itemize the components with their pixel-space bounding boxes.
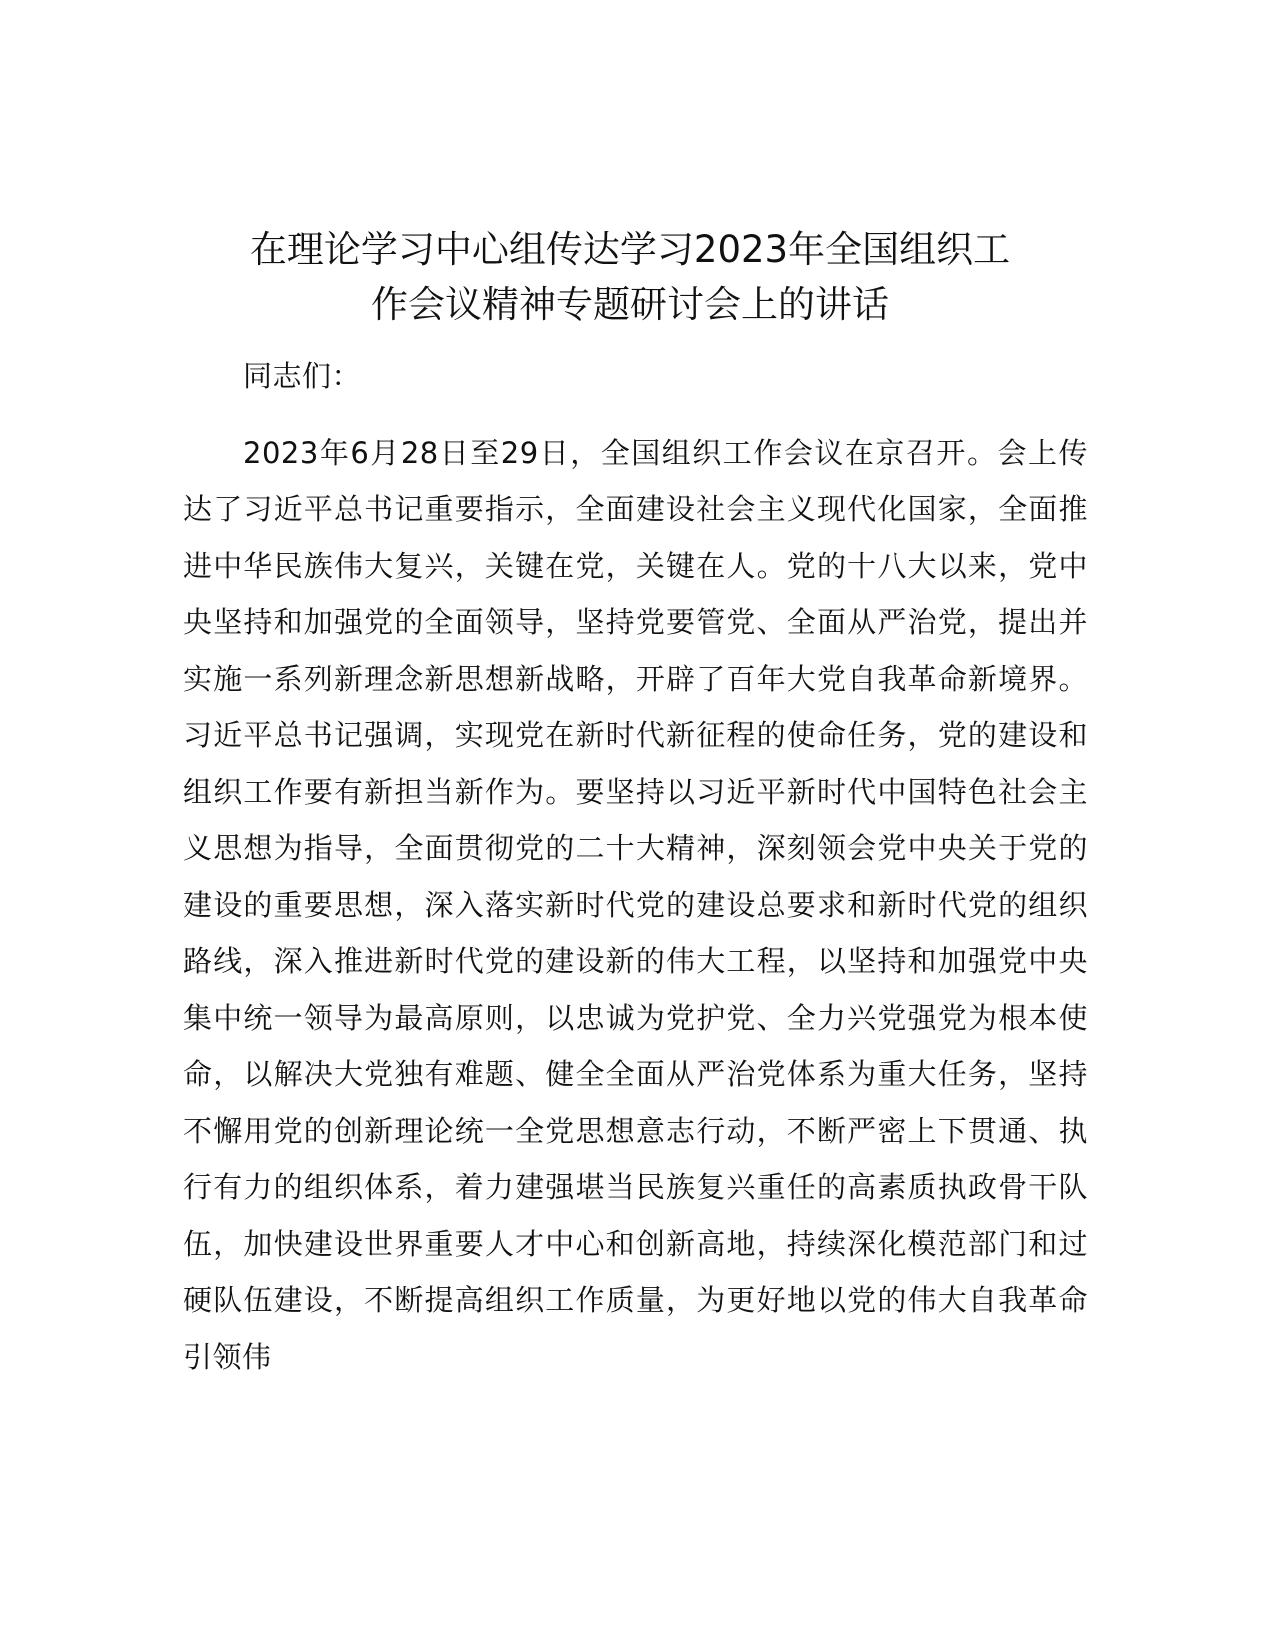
salutation: 同志们： [243,359,362,393]
document-body [183,348,1088,1385]
title-line-2: 作会议精神专题研讨会上的讲话 [371,283,889,326]
body-paragraph: 2023年6月28日至29日，全国组织工作会议在京召开。会上传达了习近平总书记重要指示，全面建设社会主义现代化国家，全面推进中华民族伟大复兴，关键在党，关键在人。党的十八大以来，党中央坚持和加强党的全面领导，坚持党要管党、全面从严治党，提出并实施一系列新理念新思想新战略，开辟了百年大党自我革命新境界。习近平总书记强调，实现党在新时代新征程的使命任务，党的建设和组织工作要有新担当新作为。要坚持以习近平新时代中国特色社会主义思想为指导，全面贯彻党的二十大精神，深刻领会党中央关于党的建设的重要思想，深入落实新时代党的建设总要求和新时代党的组织路线，深入推进新时代党的建设新的伟大工程，以坚持和加强党中央集中统一领导为最高原则，以忠诚为党护党、全力兴党强党为根本使命，以解决大党独有难题、健全全面从严治党体系为重大任务，坚持不懈用党的创新理论统一全党思想意志行动，不断严密上下贯通、执行有力的组织体系，着力建强堪当民族复兴重任的高素质执政骨干队伍，加快建设世界重要人才中心和创新高地，持续深化模范部门和过硬队伍建设，不断提高组织工作质量，为更好地以党的伟大自我革命引领伟 [183,435,1088,1374]
document-title [150,222,1110,332]
title-line-1: 在理论学习中心组传达学习2023年全国组织工 [249,228,1011,271]
